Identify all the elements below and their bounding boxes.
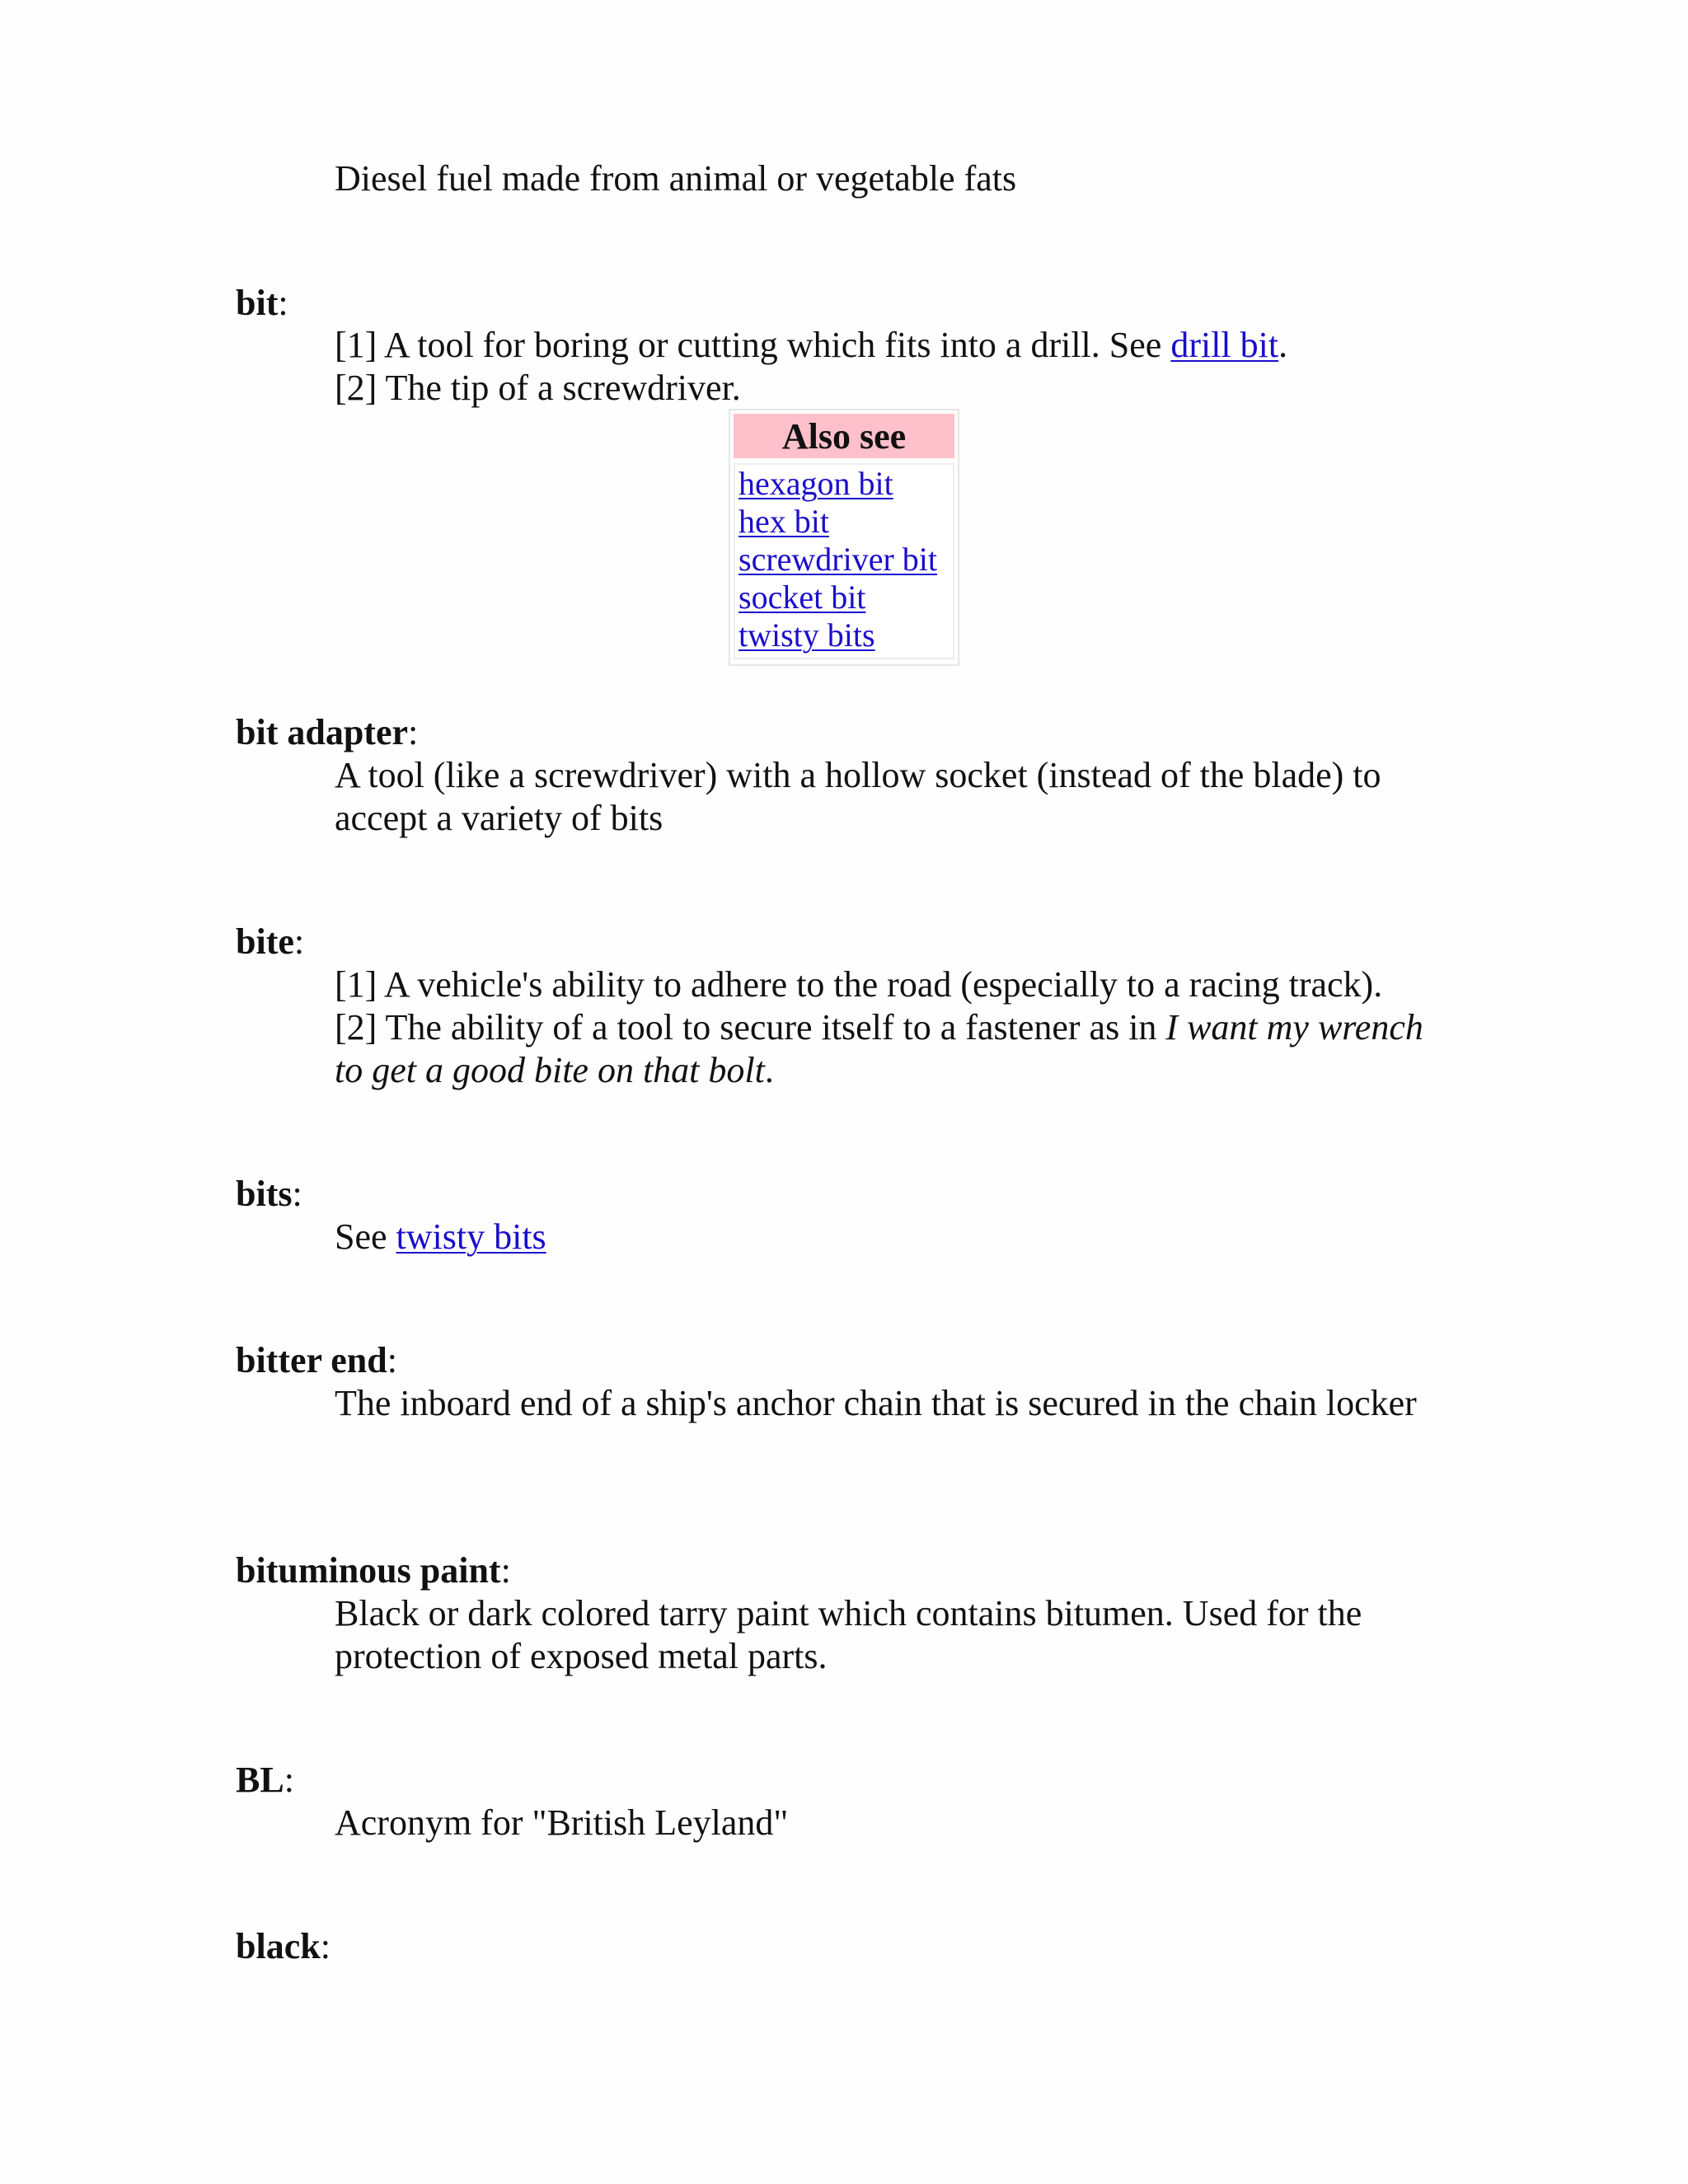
also-see-box (729, 409, 959, 666)
link-screwdriver-bit[interactable]: screwdriver bit (738, 541, 938, 578)
definition-bitter-end (335, 1382, 1489, 1425)
term-colon: : (320, 1926, 331, 1966)
definition-period: . (764, 1050, 774, 1090)
term-bituminous-paint (236, 1549, 511, 1592)
link-socket-bit[interactable]: socket bit (738, 579, 866, 616)
definition-bit (335, 324, 1472, 410)
definition-text: [1] A tool for boring or cutting which fits into a drill. See (335, 325, 1171, 365)
link-hex-bit[interactable]: hex bit (738, 503, 829, 540)
term-colon: : (293, 921, 305, 962)
link-twisty-bits[interactable]: twisty bits (738, 616, 875, 654)
definition-bits (335, 1216, 1472, 1258)
term-colon: : (284, 1760, 294, 1800)
example-sentence: I want my wrench to get a good bite on that bolt (335, 1007, 1423, 1090)
term-bite (236, 921, 304, 963)
definition-text: Diesel fuel made from animal or vegetable fats (335, 158, 1017, 199)
definition-bit-adapter (335, 754, 1439, 840)
term-label: BL (236, 1760, 284, 1800)
list-item (738, 541, 953, 579)
term-label: bit adapter (236, 712, 408, 752)
definition-line-1 (335, 1216, 1472, 1258)
also-see-title: Also see (734, 414, 954, 458)
definition-text: See (335, 1216, 396, 1257)
definition-text: A tool (like a screwdriver) with a hollow socket (instead of the blade) to accept a variety of bits (335, 755, 1381, 838)
term-label: black (236, 1926, 321, 1966)
definition-line-1 (335, 324, 1472, 367)
term-bits (236, 1173, 302, 1216)
link-twisty-bits[interactable]: twisty bits (396, 1216, 546, 1257)
term-colon: : (292, 1174, 302, 1214)
definition-biodiesel (335, 157, 1472, 200)
link-drill-bit[interactable]: drill bit (1170, 325, 1279, 365)
term-colon: : (500, 1550, 511, 1591)
term-bit-adapter (236, 711, 418, 754)
definition-bl (335, 1802, 1472, 1844)
definition-bituminous-paint (335, 1592, 1439, 1678)
term-colon: : (387, 1340, 397, 1380)
definition-line-2 (335, 1006, 1439, 1092)
term-label: bituminous paint (236, 1550, 501, 1591)
definition-line-2: [2] The tip of a screwdriver. (335, 368, 741, 408)
term-black (236, 1925, 331, 1968)
definition-text: [2] The ability of a tool to secure itself to a fastener as in (335, 1007, 1166, 1047)
definition-period: . (1278, 325, 1288, 365)
term-label: bite (236, 921, 294, 962)
list-item (738, 465, 953, 503)
term-label: bits (236, 1174, 293, 1214)
term-colon: : (278, 283, 288, 323)
term-label: bit (236, 283, 279, 323)
term-bit (236, 282, 288, 325)
link-hexagon-bit[interactable]: hexagon bit (738, 465, 893, 502)
list-item (738, 616, 953, 654)
term-colon: : (408, 712, 419, 752)
also-see-list (734, 463, 954, 659)
definition-text: The inboard end of a ship's anchor chain that is secured in the chain locker (335, 1383, 1417, 1423)
term-bitter-end (236, 1339, 397, 1382)
term-bl (236, 1759, 294, 1802)
term-label: bitter end (236, 1340, 387, 1380)
definition-text: Black or dark colored tarry paint which contains bitumen. Used for the protection of exposed metal parts. (335, 1593, 1362, 1676)
definition-text: Acronym for "British Leyland" (335, 1802, 789, 1843)
definition-bite (335, 963, 1439, 1092)
list-item (738, 503, 953, 541)
definition-line-1: [1] A vehicle's ability to adhere to the road (especially to a racing track). (335, 964, 1383, 1005)
list-item (738, 579, 953, 616)
